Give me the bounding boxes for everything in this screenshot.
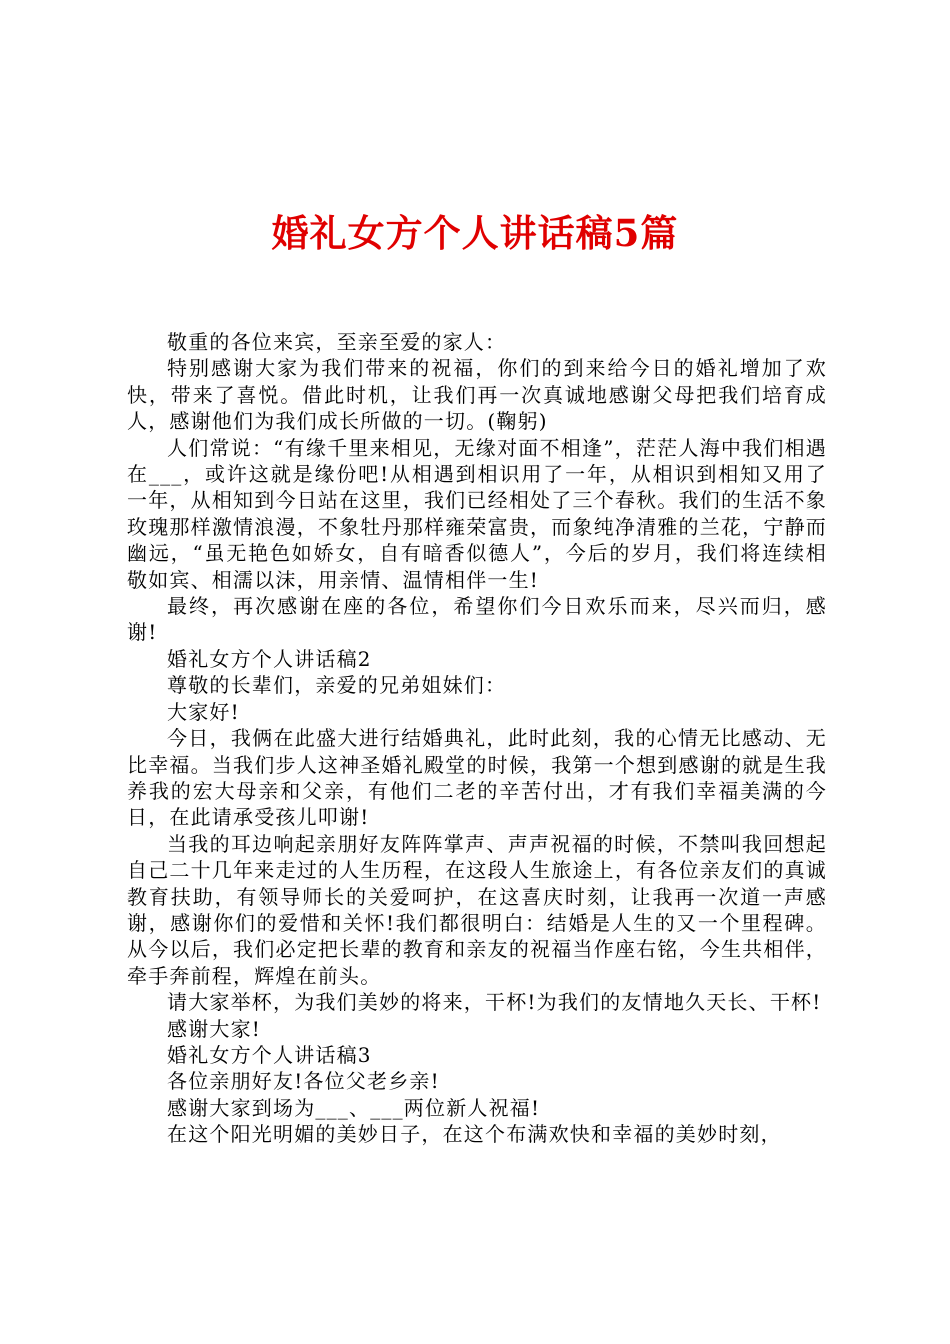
paragraph: 当我的耳边响起亲朋好友阵阵掌声、声声祝福的时候，不禁叫我回想起自己二十几年来走过的人生历程，在这段人生旅途上，有各位亲友们的真诚教育扶助，有领导师长的关爱呵护，在这喜庆时刻，让我再一次道一声感谢，感谢你们的爱惜和关怀!我们都很明白：结婚是人生的又一个里程碑。从今以后，我们必定把长辈的教育和亲友的祝福当作座右铭，今生共相伴，牵手奔前程，辉煌在前头。 <box>127 831 827 988</box>
paragraph: 感谢大家! <box>167 1016 262 1041</box>
paragraph: 大家好! <box>167 699 240 724</box>
section-heading: 婚礼女方个人讲话稿2 <box>167 646 372 671</box>
paragraph: 人们常说：“有缘千里来相见，无缘对面不相逢”，茫茫人海中我们相遇在___，或许这就是缘份吧!从相遇到相识用了一年，从相识到相知又用了一年，从相知到今日站在这里，我们已经相处了三个春秋。我们的生活不象玫瑰那样激情浪漫，不象牡丹那样雍荣富贵，而象纯净清雅的兰花，宁静而幽远，“虽无艳色如娇女，自有暗香似德人”，今后的岁月，我们将连续相敬如宾、相濡以沫，用亲情、温情相伴一生! <box>127 435 827 592</box>
paragraph: 最终，再次感谢在座的各位，希望你们今日欢乐而来，尽兴而归，感谢! <box>127 594 827 645</box>
paragraph: 在这个阳光明媚的美妙日子，在这个布满欢快和幸福的美妙时刻， <box>167 1122 782 1147</box>
paragraph: 今日，我俩在此盛大进行结婚典礼，此时此刻，我的心情无比感动、无比幸福。当我们步人这神圣婚礼殿堂的时候，我第一个想到感谢的就是生我养我的宏大母亲和父亲，有他们二老的辛苦付出，才有我们幸福美满的今日，在此请承受孩儿叩谢! <box>127 726 827 830</box>
section-heading: 婚礼女方个人讲话稿3 <box>167 1042 372 1067</box>
document-body <box>127 329 827 1148</box>
paragraph: 特别感谢大家为我们带来的祝福，你们的到来给今日的婚礼增加了欢快，带来了喜悦。借此时机，让我们再一次真诚地感谢父母把我们培育成人，感谢他们为我们成长所做的一切。(鞠躬) <box>127 356 827 434</box>
paragraph: 敬重的各位来宾，至亲至爱的家人： <box>167 330 507 354</box>
paragraph: 尊敬的长辈们，亲爱的兄弟姐妹们： <box>167 673 507 698</box>
paragraph: 各位亲朋好友!各位父老乡亲! <box>167 1069 440 1094</box>
paragraph: 请大家举杯，为我们美妙的将来，干杯!为我们的友情地久天长、干杯! <box>167 990 822 1015</box>
document-title: 婚礼女方个人讲话稿5篇 <box>271 211 679 255</box>
paragraph: 感谢大家到场为___、___两位新人祝福! <box>167 1095 541 1120</box>
